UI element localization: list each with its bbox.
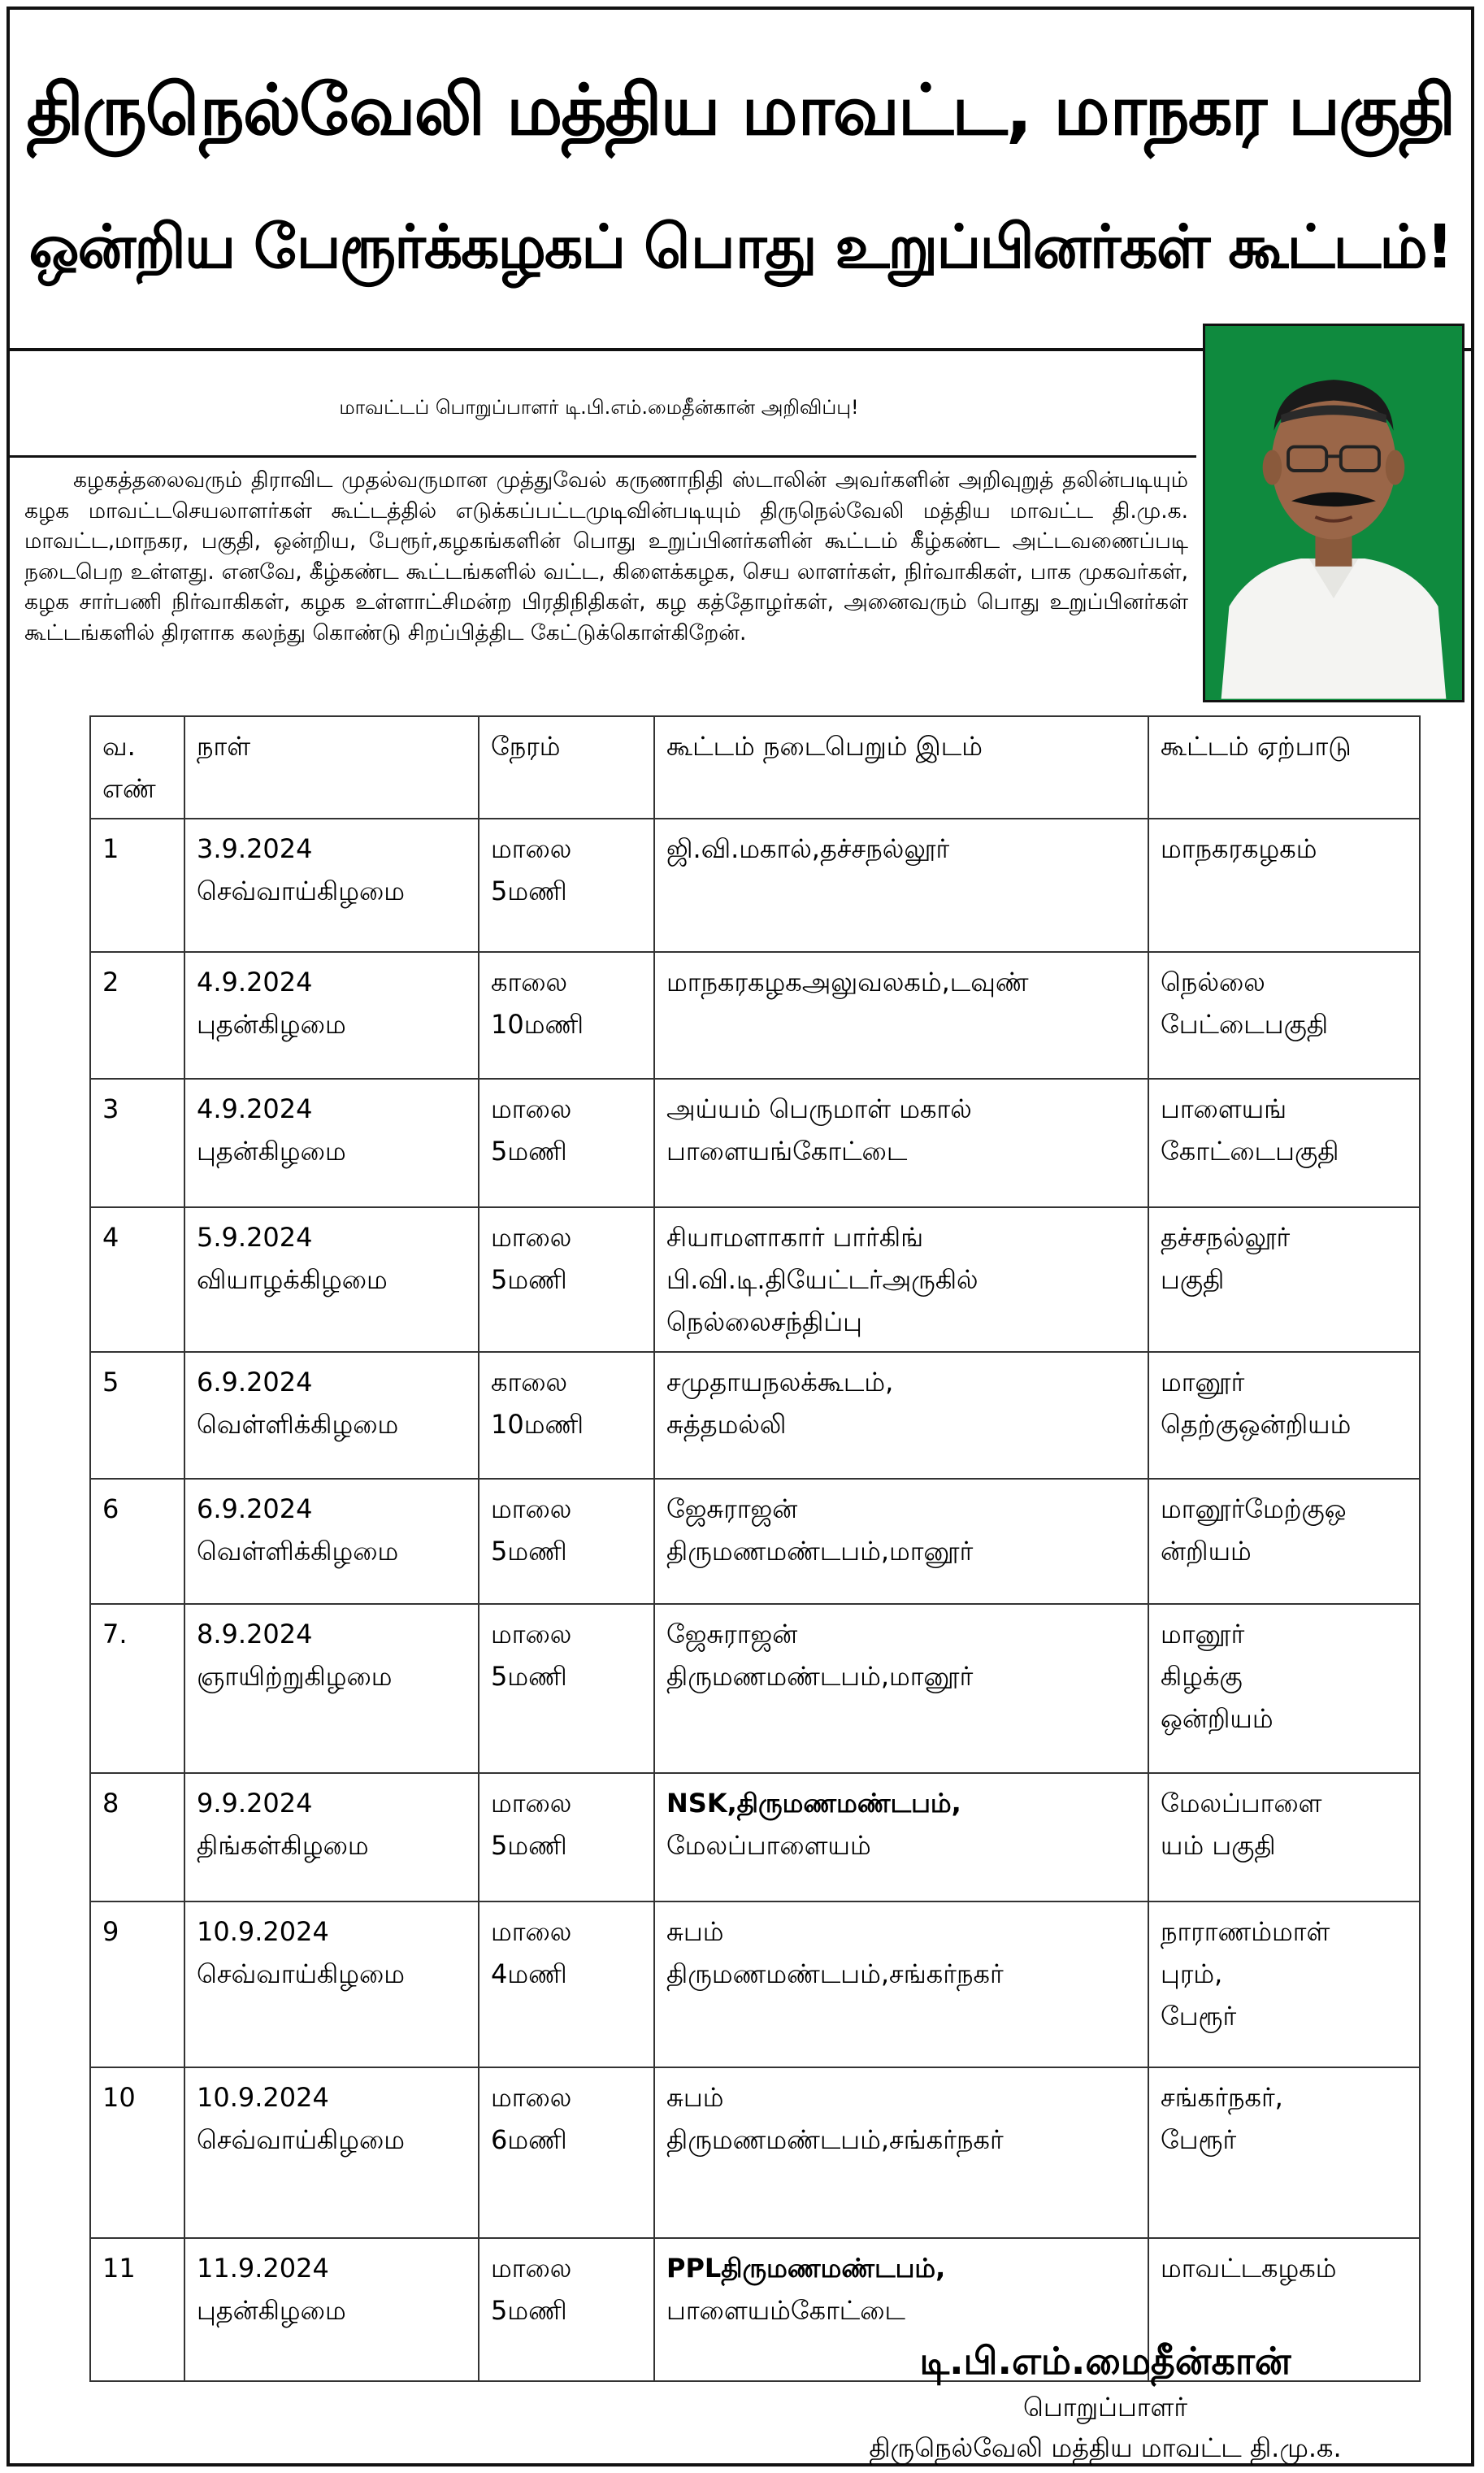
- row-serial: [90, 1773, 184, 1901]
- cell-text: சமுதாயநலக்கூடம்,: [666, 1367, 894, 1397]
- row-date: [184, 1479, 479, 1604]
- cell-text: பேட்டைபகுதி: [1161, 1009, 1329, 1040]
- announcement-title: மாவட்டப் பொறுப்பாளர் டி.பி.எம்.மைதீன்கான் அறிவிப்பு!: [339, 395, 859, 419]
- row-date: [184, 1079, 479, 1207]
- cell-text: மேலப்பாளை: [1161, 1788, 1322, 1819]
- row-serial: [90, 1604, 184, 1773]
- cell-text: பாளையங்: [1161, 1093, 1287, 1124]
- cell-text: புதன்கிழமை: [197, 2295, 346, 2326]
- row-time: [479, 1207, 654, 1352]
- row-time: [479, 952, 654, 1079]
- table-row: [90, 1079, 1420, 1207]
- cell-text: மாலை: [491, 833, 572, 864]
- headline-line-1: திருநெல்வேலி மத்திய மாவட்ட, மாநகர பகுதி: [26, 70, 1455, 151]
- cell-text: 4.9.2024: [197, 1093, 313, 1124]
- cell-text: புதன்கிழமை: [197, 1009, 346, 1040]
- cell-text: சுபம்: [666, 2082, 724, 2113]
- cell-text: 5.9.2024: [197, 1222, 313, 1253]
- cell-text: 5மணி: [491, 1136, 567, 1167]
- cell-text: வியாழக்கிழமை: [197, 1264, 388, 1295]
- row-serial: [90, 1207, 184, 1352]
- table-row: [90, 952, 1420, 1079]
- cell-text: 10மணி: [491, 1409, 584, 1440]
- row-serial: [90, 952, 184, 1079]
- row-time: [479, 819, 654, 952]
- row-organizer: [1148, 952, 1420, 1079]
- row-venue: [654, 1604, 1148, 1773]
- cell-text: 11: [102, 2253, 136, 2284]
- row-date: [184, 2238, 479, 2381]
- cell-text: யம் பகுதி: [1161, 1830, 1276, 1861]
- row-organizer: [1148, 1604, 1420, 1773]
- cell-text: மாலை: [491, 1916, 572, 1947]
- signature-block: [740, 2335, 1471, 2468]
- cell-text: 3: [102, 1093, 119, 1124]
- table-header-row: [90, 716, 1420, 819]
- cell-text: சங்கர்நகர்,: [1161, 2082, 1283, 2113]
- row-date: [184, 952, 479, 1079]
- cell-text: திங்கள்கிழமை: [197, 1830, 369, 1861]
- announcement-divider: [10, 455, 1196, 458]
- cell-text: 5மணி: [491, 876, 567, 906]
- cell-text: 5மணி: [491, 1830, 567, 1861]
- cell-text: 5மணி: [491, 2295, 567, 2326]
- header-venue: கூட்டம் நடைபெறும் இடம்: [654, 716, 1148, 819]
- cell-text: கோட்டைபகுதி: [1161, 1136, 1339, 1167]
- cell-text: PPLதிருமணமண்டபம்,: [666, 2253, 946, 2284]
- row-venue: [654, 1773, 1148, 1901]
- row-date: [184, 1352, 479, 1479]
- row-date: [184, 1604, 479, 1773]
- cell-text: திருமணமண்டபம்,மானூர்: [666, 1661, 974, 1692]
- table-row: [90, 1901, 1420, 2067]
- headline-line-2: ஒன்றிய பேரூர்க்கழகப் பொது உறுப்பினர்கள் கூட்டம்!: [28, 212, 1452, 282]
- row-venue: [654, 1352, 1148, 1479]
- row-serial: [90, 1901, 184, 2067]
- row-organizer: [1148, 1479, 1420, 1604]
- cell-text: திருமணமண்டபம்,சங்கர்நகர்: [666, 1958, 1004, 1989]
- cell-text: நெல்லைசந்திப்பு: [666, 1306, 862, 1337]
- cell-text: மாலை: [491, 1788, 572, 1819]
- cell-text: 6.9.2024: [197, 1493, 313, 1524]
- row-serial: [90, 2067, 184, 2238]
- cell-text: செவ்வாய்கிழமை: [197, 876, 406, 906]
- row-serial: [90, 1352, 184, 1479]
- cell-text: கிழக்கு: [1161, 1661, 1243, 1692]
- cell-text: 4.9.2024: [197, 967, 313, 997]
- header-date: நாள்: [184, 716, 479, 819]
- cell-text: வெள்ளிக்கிழமை: [197, 1536, 399, 1567]
- cell-text: தெற்குஒன்றியம்: [1161, 1409, 1352, 1440]
- cell-text: மேலப்பாளையம்: [666, 1830, 871, 1861]
- cell-text: மாலை: [491, 2253, 572, 2284]
- cell-text: மானூர்: [1161, 1367, 1245, 1397]
- cell-text: 5மணி: [491, 1536, 567, 1567]
- row-time: [479, 2067, 654, 2238]
- cell-text: 10: [102, 2082, 136, 2113]
- cell-text: ஞாயிற்றுகிழமை: [197, 1661, 393, 1692]
- row-serial: [90, 819, 184, 952]
- cell-text: 9: [102, 1916, 119, 1947]
- cell-text: மாலை: [491, 1093, 572, 1124]
- cell-text: ன்றியம்: [1161, 1536, 1252, 1567]
- portrait-illustration: [1205, 326, 1462, 700]
- row-venue: [654, 2067, 1148, 2238]
- cell-text: திருமணமண்டபம்,மானூர்: [666, 1536, 974, 1567]
- cell-text: தச்சநல்லூர்: [1161, 1222, 1291, 1253]
- cell-text: 2: [102, 967, 119, 997]
- table-row: [90, 2067, 1420, 2238]
- row-venue: [654, 1901, 1148, 2067]
- cell-text: 4: [102, 1222, 119, 1253]
- cell-text: 10.9.2024: [197, 2082, 329, 2113]
- cell-text: மாலை: [491, 1619, 572, 1649]
- cell-text: ஜேசுராஜன்: [666, 1493, 798, 1524]
- row-date: [184, 1773, 479, 1901]
- cell-text: மானூர்மேற்குஒ: [1161, 1493, 1347, 1524]
- row-organizer: [1148, 1352, 1420, 1479]
- row-venue: [654, 1079, 1148, 1207]
- cell-text: 10மணி: [491, 1009, 584, 1040]
- headline-banner: [10, 10, 1471, 351]
- table-row: [90, 1479, 1420, 1604]
- cell-text: மாவட்டகழகம்: [1161, 2253, 1337, 2284]
- cell-text: 6.9.2024: [197, 1367, 313, 1397]
- header-organizer: கூட்டம் ஏற்பாடு: [1148, 716, 1420, 819]
- cell-text: ஜேசுராஜன்: [666, 1619, 798, 1649]
- cell-text: 4மணி: [491, 1958, 567, 1989]
- cell-text: ஒன்றியம்: [1161, 1703, 1274, 1734]
- cell-text: சுபம்: [666, 1916, 724, 1947]
- row-date: [184, 2067, 479, 2238]
- header-time: நேரம்: [479, 716, 654, 819]
- table-row: [90, 819, 1420, 952]
- row-time: [479, 1352, 654, 1479]
- row-venue: [654, 819, 1148, 952]
- row-time: [479, 1604, 654, 1773]
- cell-text: வெள்ளிக்கிழமை: [197, 1409, 399, 1440]
- cell-text: மாலை: [491, 2082, 572, 2113]
- signatory-organization: திருநெல்வேலி மத்திய மாவட்ட தி.மு.க.: [869, 2432, 1342, 2463]
- cell-text: திருமணமண்டபம்,சங்கர்நகர்: [666, 2124, 1004, 2155]
- meeting-schedule-table: [89, 715, 1421, 2382]
- cell-text: மாலை: [491, 1493, 572, 1524]
- row-organizer: [1148, 1079, 1420, 1207]
- cell-text: 8.9.2024: [197, 1619, 313, 1649]
- row-date: [184, 819, 479, 952]
- cell-text: காலை: [491, 1367, 568, 1397]
- cell-text: பாளையங்கோட்டை: [666, 1136, 908, 1167]
- row-venue: [654, 952, 1148, 1079]
- row-venue: [654, 1479, 1148, 1604]
- cell-text: மாநகரகழகஅலுவலகம்,டவுண்: [666, 967, 1029, 997]
- cell-text: காலை: [491, 967, 568, 997]
- cell-text: பேரூர்: [1161, 2124, 1237, 2155]
- table-row: [90, 1207, 1420, 1352]
- notice-sheet: [7, 7, 1474, 2466]
- row-serial: [90, 1479, 184, 1604]
- cell-text: நெல்லை: [1161, 967, 1265, 997]
- cell-text: சுத்தமல்லி: [666, 1409, 787, 1440]
- row-time: [479, 1773, 654, 1901]
- header-serial: வ. எண்: [90, 716, 184, 819]
- cell-text: செவ்வாய்கிழமை: [197, 1958, 406, 1989]
- cell-text: மாலை: [491, 1222, 572, 1253]
- cell-text: பாளையம்கோட்டை: [666, 2295, 905, 2326]
- cell-text: மாநகரகழகம்: [1161, 833, 1317, 864]
- cell-text: NSK,திருமணமண்டபம்,: [666, 1788, 961, 1819]
- cell-text: ஜி.வி.மகால்,தச்சநல்லூர்: [666, 833, 950, 864]
- cell-text: பி.வி.டி.தியேட்டர்அருகில்: [666, 1264, 978, 1295]
- row-time: [479, 1901, 654, 2067]
- cell-text: புதன்கிழமை: [197, 1136, 346, 1167]
- row-time: [479, 1079, 654, 1207]
- cell-text: 7.: [102, 1619, 128, 1649]
- cell-text: 6மணி: [491, 2124, 567, 2155]
- cell-text: 10.9.2024: [197, 1916, 329, 1947]
- cell-text: 5: [102, 1367, 119, 1397]
- table-row: [90, 1773, 1420, 1901]
- cell-text: அய்யம் பெருமாள் மகால்: [666, 1093, 972, 1124]
- row-organizer: [1148, 1773, 1420, 1901]
- row-serial: [90, 1079, 184, 1207]
- cell-text: நாராணம்மாள்: [1161, 1916, 1330, 1947]
- signatory-name: டி.பி.எம்.மைதீன்கான்: [919, 2339, 1291, 2383]
- cell-text: மானூர்: [1161, 1619, 1245, 1649]
- cell-text: 6: [102, 1493, 119, 1524]
- cell-text: செவ்வாய்கிழமை: [197, 2124, 406, 2155]
- signatory-role: பொறுப்பாளர்: [1022, 2392, 1188, 2423]
- row-serial: [90, 2238, 184, 2381]
- row-organizer: [1148, 819, 1420, 952]
- intro-paragraph: கழகத்தலைவரும் திராவிட முதல்வருமான முத்துவேல் கருணாநிதி ஸ்டாலின் அவர்களின் அறிவுறுத் தலின்படியும் கழக மாவட்டசெயலாளர்கள் கூட்டத்தில் எடுக்கப்பட்டமுடிவின்படியும் திருநெல்வேலி மத்திய மாவட்ட தி.மு.க. மாவட்ட,மாநகர, பகுதி, ஒன்றிய, பேரூர்,கழகங்களின் பொது உறுப்பினர்களின் கூட்டம் கீழ்கண்ட அட்டவணைப்படி நடைபெற உள்ளது. எனவே, கீழ்கண்ட கூட்டங்களில் வட்ட, கிளைக்கழக, செய லாளர்கள், நிர்வாகிகள், பாக முகவர்கள், கழக சார்பணி நிர்வாகிகள், கழக உள்ளாட்சிமன்ற பிரதிநிதிகள், கழ கத்தோழர்கள், அனைவரும் பொது உறுப்பினர்கள் கூட்டங்களில் திரளாக கலந்து கொண்டு சிறப்பித்திட கேட்டுக்கொள்கிறேன்.: [24, 467, 1188, 645]
- cell-text: பேரூர்: [1161, 2001, 1237, 2032]
- cell-text: 5மணி: [491, 1661, 567, 1692]
- row-organizer: [1148, 1207, 1420, 1352]
- table-row: [90, 1352, 1420, 1479]
- cell-text: 3.9.2024: [197, 833, 313, 864]
- cell-text: பகுதி: [1161, 1264, 1225, 1295]
- cell-text: 11.9.2024: [197, 2253, 329, 2284]
- cell-text: 1: [102, 833, 119, 864]
- cell-text: 8: [102, 1788, 119, 1819]
- table-row: [90, 1604, 1420, 1773]
- row-organizer: [1148, 1901, 1420, 2067]
- cell-text: புரம்,: [1161, 1958, 1223, 1989]
- row-date: [184, 1901, 479, 2067]
- cell-text: சியாமளாகார் பார்கிங்: [666, 1222, 924, 1253]
- portrait-photo: [1203, 324, 1464, 702]
- cell-text: 9.9.2024: [197, 1788, 313, 1819]
- row-time: [479, 2238, 654, 2381]
- row-date: [184, 1207, 479, 1352]
- cell-text: 5மணி: [491, 1264, 567, 1295]
- row-venue: [654, 1207, 1148, 1352]
- row-time: [479, 1479, 654, 1604]
- row-organizer: [1148, 2067, 1420, 2238]
